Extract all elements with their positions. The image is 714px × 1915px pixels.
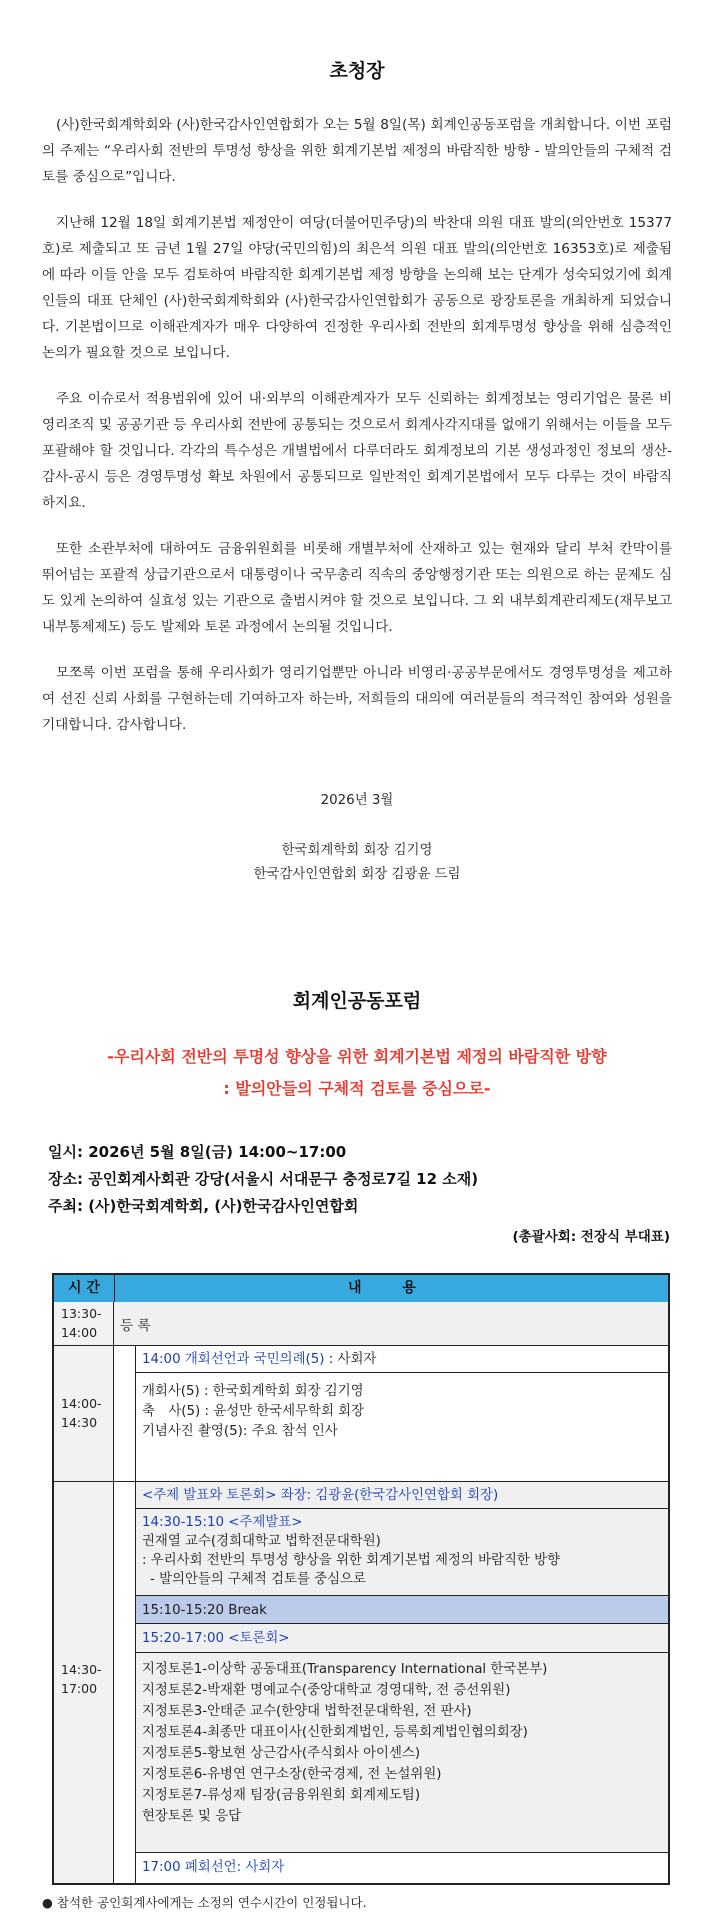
panel-time: 15:20-17:00 <토론회> — [136, 1624, 668, 1653]
keynote-time: 14:30-15:10 <주제발표> — [142, 1515, 303, 1530]
opening-speech: 개회사(5) : 한국회계학회 회장 김기영 — [142, 1384, 364, 1399]
forum-place: 장소: 공인회계사회관 강당(서울시 서대문구 충정로7길 12 소재) — [48, 1170, 479, 1188]
keynote-speaker: 권재열 교수(경희대학교 법학전문대학원) — [142, 1534, 381, 1549]
panelist-2: 지정토론2-박재환 명예교수(중앙대학교 경영대학, 전 증선위원) — [142, 1683, 511, 1698]
indent-column — [114, 1482, 136, 1883]
photo-session: 기념사진 촬영(5): 주요 참석 인사 — [142, 1424, 338, 1439]
footnote: ● 참석한 공인회계사에게는 소정의 연수시간이 인정됩니다. — [42, 1895, 367, 1910]
schedule-row-opening — [54, 1346, 668, 1482]
closing-row: 17:00 폐회선언: 사회자 — [142, 1860, 285, 1875]
schedule-row-main-session — [54, 1482, 668, 1883]
letter-body — [42, 112, 672, 758]
letter-paragraph-3: 주요 이슈로서 적용범위에 있어 내·외부의 이해관계자가 모두 신뢰하는 회계정보는 영리기업은 물론 비영리조직 및 공공기관 등 우리사회 전반에 공통되는 것으로서 회계사각지대를 없애기 위해서는 이들을 모두 포괄해야 할 것입니다. 각각의 특수성은 개별법에서 다루더라도 회계정보의 기본 생성과정인 정보의 생산-감사-공시 등은 경영투명성 확보 차원에서 공통되므로 일반적인 회계기본법에서 모두 다루는 것이 바람직하지요. — [42, 391, 673, 511]
schedule-table — [52, 1273, 670, 1885]
opening-ceremony — [136, 1346, 668, 1373]
panelist-6: 지정토론6-유병연 연구소장(한국경제, 전 논설위원) — [142, 1767, 442, 1782]
keynote-title-2: - 발의안들의 구체적 검토를 중심으로 — [150, 1572, 366, 1587]
break-row: 15:10-15:20 Break — [136, 1596, 668, 1624]
schedule-header-time: 시 간 — [54, 1275, 115, 1302]
forum-subtitle-line-2: : 발의안들의 구체적 검토를 중심으로- — [223, 1079, 491, 1098]
schedule-header-content: 내 용 — [348, 1280, 434, 1296]
letter-paragraph-1: (사)한국회계학회와 (사)한국감사인연합회가 오는 5월 8일(목) 회계인공동포럼을 개최합니다. 이번 포럼의 주제는 “우리사회 전반의 투명성 향상을 위한 회계기본법 제정의 바람직한 방향 - 발의안들의 구체적 검토를 중심으로”입니다. — [42, 117, 672, 185]
letter-paragraph-5: 모쪼록 이번 포럼을 통해 우리사회가 영리기업뿐만 아니라 비영리·공공부문에서도 경영투명성을 제고하여 선진 신뢰 사회를 구현하는데 기여하고자 하는바, 저희들의 대의에 여러분들의 적극적인 참여와 성원을 기대합니다. 감사합니다. — [42, 665, 672, 733]
forum-title: 회계인공동포럼 — [292, 990, 422, 1012]
letter-paragraph-4: 또한 소관부처에 대하여도 금융위원회를 비롯해 개별부처에 산재하고 있는 현재와 달리 부처 칸막이를 뛰어넘는 포괄적 상급기관으로서 대통령이나 국무총리 직속의 중앙행정기관 또는 의원으로 하는 문제도 심도 있게 논의하여 실효성 있는 기관으로 출범시켜야 할 것으로 보입니다. 그 외 내부회계관리제도(재무보고 내부통제제도) 등도 발제와 토론 과정에서 논의될 것입니다. — [42, 541, 672, 635]
time-start: 13:30- — [61, 1306, 102, 1321]
panelist-7: 지정토론7-류성재 팀장(금융위원회 회계제도팀) — [142, 1788, 421, 1803]
forum-host: 주최: (사)한국회계학회, (사)한국감사인연합회 — [48, 1197, 359, 1215]
panelist-1: 지정토론1-이상학 공동대표(Transparency International 한국본부) — [142, 1662, 548, 1677]
registration-label: 등 록 — [120, 1318, 151, 1334]
schedule-row-registration — [54, 1302, 668, 1346]
forum-datetime: 일시: 2026년 5월 8일(금) 14:00~17:00 — [48, 1143, 347, 1161]
forum-chair: (총괄사회: 전장식 부대표) — [512, 1229, 670, 1245]
schedule-header — [54, 1275, 668, 1303]
schedule-time-main-session — [54, 1482, 114, 1883]
panelists-block — [136, 1653, 668, 1853]
schedule-time-opening — [54, 1346, 114, 1481]
congratulatory-speech: 축 사(5) : 윤성만 한국세무학회 회장 — [142, 1404, 365, 1419]
panelist-5: 지정토론5-황보현 상근감사(주식회사 아이센스) — [142, 1746, 421, 1761]
letter-title: 초청장 — [329, 60, 385, 82]
panelist-4: 지정토론4-최종만 대표이사(신한회계법인, 등록회계법인협의회장) — [142, 1725, 528, 1740]
schedule-content-main-session — [114, 1482, 668, 1883]
schedule-content-opening — [114, 1346, 668, 1481]
opening-ceremony-label: 14:00 개회선언과 국민의례(5) — [142, 1352, 325, 1367]
schedule-time-registration — [54, 1302, 114, 1345]
letter-date: 2026년 3월 — [320, 793, 394, 808]
indent-column — [114, 1346, 136, 1481]
forum-subtitle-line-1: -우리사회 전반의 투명성 향상을 위한 회계기본법 제정의 바람직한 방향 — [107, 1047, 607, 1066]
keynote-title-1: : 우리사회 전반의 투명성 향상을 위한 회계기본법 제정의 바람직한 방향 — [142, 1553, 560, 1568]
time-end: 14:30 — [61, 1415, 98, 1430]
schedule-content-registration — [114, 1302, 668, 1345]
time-start: 14:30- — [61, 1662, 102, 1677]
letter-signature-1: 한국회계학회 회장 김기영 — [281, 843, 433, 858]
opening-ceremony-role: : 사회자 — [324, 1352, 377, 1367]
session-moderator: <주제 발표와 토론회> 좌장: 김광윤(한국감사인연합회 회장) — [136, 1482, 668, 1509]
time-start: 14:00- — [61, 1396, 102, 1411]
letter-signature-2: 한국감사인연합회 회장 김광윤 드림 — [253, 867, 461, 882]
floor-discussion: 현장토론 및 응답 — [142, 1809, 242, 1824]
panelist-3: 지정토론3-안태준 교수(한양대 법학전문대학원, 전 판사) — [142, 1704, 472, 1719]
letter-paragraph-2: 지난해 12월 18일 회계기본법 제정안이 여당(더불어민주당)의 박찬대 의원 대표 발의(의안번호 15377호)로 제출되고 또 금년 1월 27일 야당(국민의힘)의 최은석 의원 대표 발의(의안번호 16353호)로 제출됨에 따라 이들 안을 모두 검토하여 바람직한 회계기본법 제정 방향을 논의해 보는 단계가 성숙되었기에 회계인들의 대표 단체인 (사)한국회계학회와 (사)한국감사인연합회가 공동으로 광장토론을 개최하게 되었습니다. 기본법이므로 이해관계자가 매우 다양하여 진정한 우리사회 전반의 회계투명성 향상을 위해 심층적인 논의가 필요할 것으로 보입니다. — [42, 215, 672, 361]
keynote-block — [136, 1509, 668, 1596]
time-end: 17:00 — [61, 1681, 98, 1696]
time-end: 14:00 — [61, 1325, 98, 1340]
